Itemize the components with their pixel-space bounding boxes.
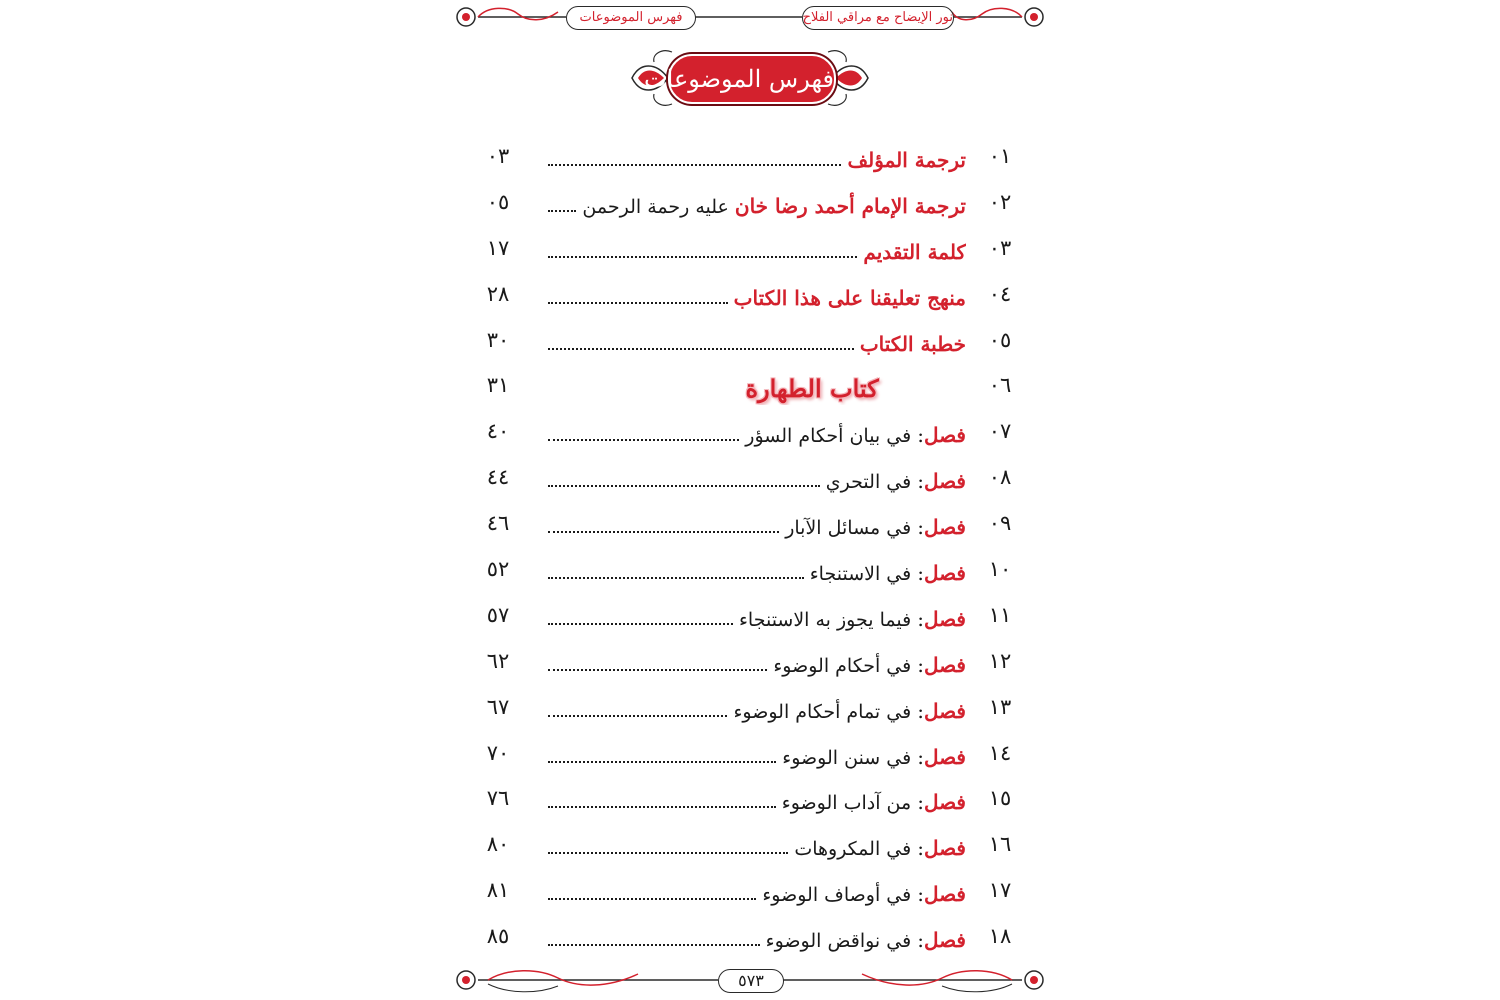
toc-dot-leader [548, 944, 760, 946]
toc-page-number: ٦٧ [486, 694, 510, 719]
toc-entry-description: في تمام أحكام الوضوء [733, 700, 912, 723]
toc-entry-colon: : [917, 790, 924, 815]
toc-dot-leader [548, 439, 739, 441]
toc-entry-text [548, 691, 966, 727]
toc-page-number: ٤٦ [486, 511, 510, 536]
toc-page-number: ٧٦ [486, 786, 510, 811]
toc-entry-description: في الاستنجاء [809, 563, 912, 586]
toc-page-number: ٧٠ [486, 740, 510, 765]
toc-entry-number: ٠٩ [988, 511, 1012, 536]
toc-entry-number: ٠٨ [988, 465, 1012, 490]
toc-entry-colon: : [917, 882, 924, 907]
toc-row [478, 136, 1018, 182]
toc-row [478, 503, 1018, 549]
toc-entry-title: فصل [923, 744, 966, 769]
toc-entry-title: ترجمة الإمام أحمد رضا خان [734, 193, 966, 218]
toc-dot-leader [548, 348, 854, 350]
toc-dot-leader [548, 164, 841, 166]
toc-entry-colon: : [917, 698, 924, 723]
running-header [448, 4, 1052, 30]
toc-entry-text [568, 369, 966, 405]
toc-entry-colon: : [917, 423, 924, 448]
table-of-contents [478, 136, 1018, 962]
toc-entry-colon: : [917, 561, 924, 586]
toc-entry-colon: : [917, 652, 924, 677]
toc-dot-leader [548, 852, 788, 854]
toc-entry-description: في أوصاف الوضوء [762, 884, 912, 907]
toc-entry-number: ١٢ [988, 648, 1012, 673]
toc-section-heading: كتاب الطهارة [745, 374, 879, 404]
toc-page-number: ٨٥ [486, 924, 510, 949]
toc-entry-description: في المكروهات [794, 838, 912, 861]
toc-entry-description: في مسائل الآبار [785, 517, 912, 540]
toc-entry-colon: : [917, 469, 924, 494]
toc-page-number: ٣٠ [486, 327, 510, 352]
page-title: فهرس الموضوعات [668, 54, 836, 104]
toc-entry-number: ١٨ [988, 924, 1012, 949]
toc-entry-title: فصل [923, 698, 966, 723]
toc-entry-title: فصل [923, 790, 966, 815]
toc-entry-title: فصل [923, 515, 966, 540]
toc-dot-leader [548, 669, 767, 671]
toc-entry-colon: : [917, 606, 924, 631]
toc-entry-title: فصل [923, 652, 966, 677]
toc-row [478, 778, 1018, 824]
toc-entry-text [548, 782, 966, 818]
toc-entry-number: ١٣ [988, 694, 1012, 719]
toc-entry-number: ٠١ [988, 144, 1012, 168]
toc-entry-number: ١٦ [988, 832, 1012, 857]
toc-entry-description: في بيان أحكام السؤر [745, 425, 912, 448]
toc-entry-text [548, 324, 966, 360]
toc-page-number: ٢٨ [486, 281, 510, 306]
toc-entry-number: ٠٥ [988, 327, 1012, 352]
toc-page-number: ٥٢ [486, 557, 510, 582]
toc-dot-leader [548, 210, 576, 212]
toc-entry-number: ٠٦ [988, 373, 1012, 398]
toc-entry-title: ترجمة المؤلف [847, 148, 966, 172]
toc-entry-colon: : [917, 744, 924, 769]
toc-entry-number: ٠٢ [988, 189, 1012, 214]
toc-entry-text [548, 737, 966, 773]
toc-row [478, 549, 1018, 595]
toc-entry-text [548, 645, 966, 681]
toc-page-number: ٨١ [486, 878, 510, 903]
toc-entry-text [548, 553, 966, 589]
toc-entry-description: فيما يجوز به الاستنجاء [738, 608, 912, 631]
toc-row [478, 687, 1018, 733]
toc-dot-leader [548, 531, 779, 533]
toc-entry-text [548, 186, 966, 222]
toc-entry-number: ١٥ [988, 786, 1012, 811]
toc-row [478, 182, 1018, 228]
toc-entry-text [548, 828, 966, 864]
toc-entry-title: فصل [923, 561, 966, 586]
toc-entry-title: فصل [923, 606, 966, 631]
toc-page-number: ٦٢ [486, 648, 510, 673]
toc-row [478, 916, 1018, 962]
toc-page-number: ٤٤ [486, 465, 510, 490]
toc-entry-title: فصل [923, 928, 966, 953]
toc-entry-text [548, 140, 966, 176]
toc-row [478, 595, 1018, 641]
toc-dot-leader [548, 256, 857, 258]
toc-entry-title: منهج تعليقنا على هذا الكتاب [733, 285, 966, 310]
toc-page-number: ٤٠ [486, 419, 510, 444]
toc-entry-colon: : [917, 515, 924, 540]
header-ornament-icon [448, 4, 1052, 30]
toc-dot-leader [548, 302, 728, 304]
toc-entry-title: خطبة الكتاب [859, 331, 966, 356]
toc-row [478, 411, 1018, 457]
toc-entry-title: فصل [923, 423, 966, 448]
toc-dot-leader [548, 577, 804, 579]
toc-dot-leader [548, 761, 776, 763]
toc-entry-title: فصل [923, 836, 966, 861]
toc-entry-text [548, 232, 966, 268]
toc-page-number: ٠٣ [486, 144, 510, 168]
toc-row [478, 457, 1018, 503]
toc-entry-number: ٠٣ [988, 235, 1012, 260]
toc-dot-leader [548, 715, 727, 717]
title-cartouche-frame [628, 48, 872, 108]
toc-page-number: ٥٧ [486, 602, 510, 627]
toc-entry-colon: : [917, 928, 924, 953]
toc-row [478, 320, 1018, 366]
toc-page-number: ٨٠ [486, 832, 510, 857]
toc-entry-description: في أحكام الوضوء [773, 654, 912, 677]
toc-row [478, 870, 1018, 916]
toc-entry-title: فصل [923, 469, 966, 494]
toc-page-number: ٣١ [486, 373, 510, 398]
page-number: ٥٧٣ [718, 969, 784, 993]
toc-entry-description: في سنن الوضوء [782, 746, 912, 769]
toc-row [478, 274, 1018, 320]
toc-entry-description: في نواقض الوضوء [765, 930, 912, 953]
toc-entry-number: ١٧ [988, 878, 1012, 903]
toc-row [478, 733, 1018, 779]
toc-row [478, 641, 1018, 687]
toc-entry-description: عليه رحمة الرحمن [582, 195, 729, 218]
toc-row [478, 228, 1018, 274]
toc-entry-text [548, 507, 966, 543]
toc-row [478, 824, 1018, 870]
toc-entry-text [548, 599, 966, 635]
toc-dot-leader [548, 806, 776, 808]
toc-page-number: ٠٥ [486, 189, 510, 214]
toc-entry-number: ١٠ [988, 557, 1012, 582]
toc-page-number: ١٧ [486, 235, 510, 260]
toc-entry-description: في التحري [825, 471, 912, 494]
toc-section-heading-row [478, 365, 1018, 411]
toc-dot-leader [548, 898, 756, 900]
section-title: فهرس الموضوعات [566, 6, 696, 30]
toc-entry-text [548, 415, 966, 451]
toc-entry-title: كلمة التقديم [863, 239, 966, 264]
toc-dot-leader [548, 485, 820, 487]
toc-entry-text [548, 461, 966, 497]
toc-dot-leader [548, 623, 733, 625]
toc-entry-number: ١٤ [988, 740, 1012, 765]
page-footer [448, 966, 1052, 996]
toc-entry-number: ٠٧ [988, 419, 1012, 444]
toc-entry-text [548, 920, 966, 956]
toc-entry-description: من آداب الوضوء [781, 792, 912, 815]
toc-entry-text [548, 874, 966, 910]
toc-entry-text [548, 278, 966, 314]
toc-entry-number: ٠٤ [988, 281, 1012, 306]
toc-entry-number: ١١ [988, 602, 1012, 627]
book-title: نور الإيضاح مع مراقي الفلاح [802, 6, 954, 30]
toc-entry-title: فصل [923, 882, 966, 907]
toc-entry-colon: : [917, 836, 924, 861]
